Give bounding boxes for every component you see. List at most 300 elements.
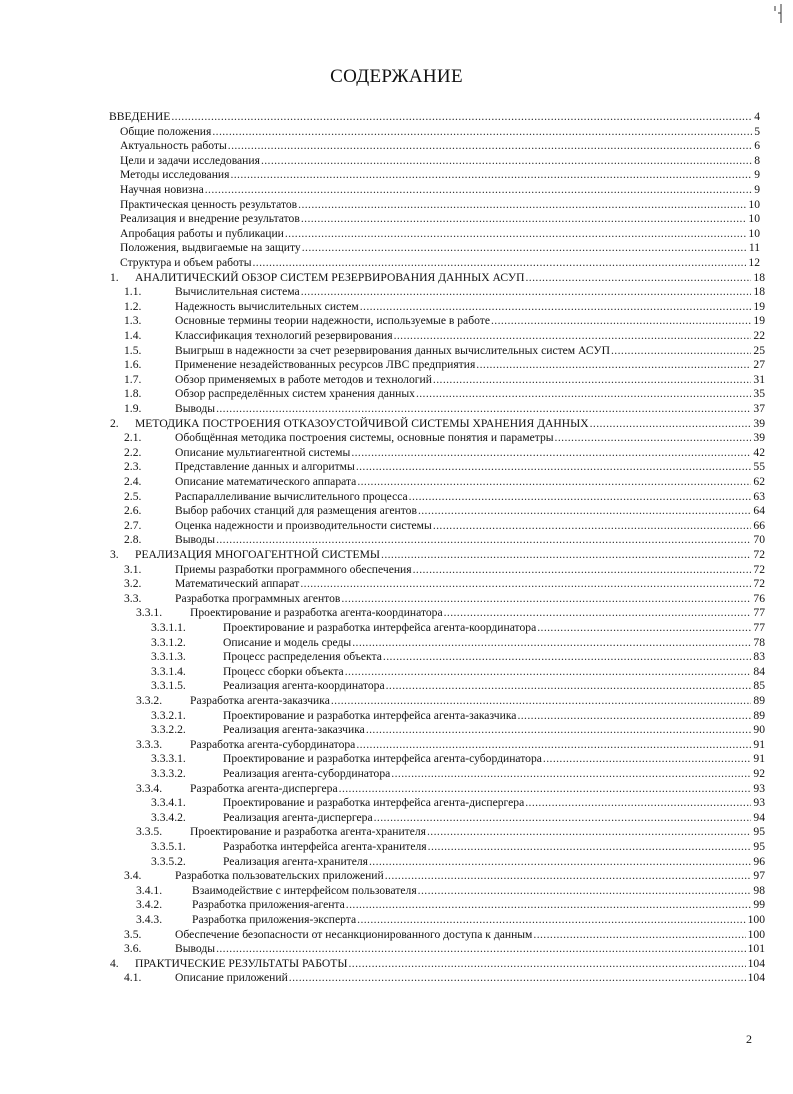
- toc-page-number: 22: [753, 329, 765, 342]
- toc-label: Распараллеливание вычислительного процесса: [175, 489, 408, 503]
- toc-label: Выводы: [175, 942, 216, 956]
- toc-number: 3.3.1.: [136, 606, 163, 620]
- toc-leader-dots: [394, 328, 752, 343]
- toc-number: 3.3.3.1.: [151, 752, 186, 766]
- toc-page-number: 31: [753, 372, 765, 386]
- toc-leader-dots: [386, 678, 752, 693]
- toc-label: АНАЛИТИЧЕСКИЙ ОБЗОР СИСТЕМ РЕЗЕРВИРОВАНИЯ ДАННЫХ АСУП: [135, 270, 525, 284]
- toc-number: 1.2.: [124, 299, 142, 313]
- toc-entry: [120, 197, 760, 212]
- toc-leader-dots: [433, 518, 752, 533]
- toc-page-number: 77: [753, 606, 765, 620]
- toc-number: 1.9.: [124, 402, 142, 415]
- toc-number: 1.6.: [124, 358, 142, 372]
- toc-label: Взаимодействие с интерфейсом пользователя: [192, 883, 417, 897]
- toc-label: Обобщённая методика построения системы, основные понятия и параметры: [175, 431, 554, 445]
- toc-label: Выигрыш в надежности за счет резервирования данных вычислительных систем АСУП: [175, 343, 610, 357]
- toc-row: [0, 489, 793, 504]
- toc-leader-dots: [537, 620, 751, 635]
- toc-row: [0, 138, 793, 153]
- toc-leader-dots: [205, 182, 752, 197]
- toc-label: Проектирование и разработка интерфейса агента-заказчика: [223, 708, 517, 722]
- toc-row: [0, 182, 793, 197]
- toc-number: 3.3.1.2.: [151, 635, 186, 649]
- toc-label: Научная новизна: [120, 183, 204, 196]
- toc-row: [0, 912, 793, 927]
- toc-leader-dots: [444, 605, 752, 620]
- toc-label: Применение незадействованных ресурсов ЛВС предприятия: [175, 358, 476, 372]
- toc-number: 3.1.: [124, 562, 142, 576]
- toc-label: Разработка интерфейса агента-хранителя: [223, 840, 427, 853]
- toc-leader-dots: [611, 343, 751, 358]
- toc-row: [0, 430, 793, 445]
- toc-label: Апробация работы и публикации: [120, 226, 284, 240]
- toc-entry: [175, 532, 765, 547]
- toc-leader-dots: [261, 153, 752, 168]
- toc-page-number: 77: [753, 621, 765, 634]
- toc-page-number: 63: [753, 489, 765, 503]
- toc-label: Основные термины теории надежности, используемые в работе: [175, 314, 490, 328]
- toc-entry: [175, 970, 765, 985]
- toc-entry: [190, 824, 765, 839]
- toc-label: Проектирование и разработка агента-координатора: [190, 606, 443, 620]
- toc-page-number: 18: [753, 270, 765, 284]
- toc-row: [0, 401, 793, 416]
- toc-entry: [223, 649, 765, 664]
- toc-entry: [109, 109, 760, 124]
- toc-leader-dots: [216, 401, 751, 416]
- toc-leader-dots: [590, 416, 752, 431]
- toc-entry: [223, 795, 765, 810]
- toc-leader-dots: [302, 240, 747, 255]
- toc-number: 3.: [110, 548, 119, 561]
- toc-page-number: 95: [753, 825, 765, 839]
- toc-page-number: 99: [753, 898, 765, 912]
- toc-leader-dots: [301, 211, 747, 226]
- toc-row: [0, 854, 793, 869]
- toc-label: РЕАЛИЗАЦИЯ МНОГОАГЕНТНОЙ СИСТЕМЫ: [135, 548, 381, 561]
- toc-row: [0, 708, 793, 723]
- toc-label: Представление данных и алгоритмы: [175, 460, 355, 474]
- toc-row: [0, 474, 793, 489]
- toc-entry: [120, 226, 760, 241]
- toc-entry: [223, 839, 765, 854]
- toc-row: [0, 927, 793, 942]
- toc-number: 1.: [110, 270, 119, 284]
- toc-leader-dots: [230, 167, 752, 182]
- toc-row: [0, 153, 793, 168]
- toc-label: Положения, выдвигаемые на защиту: [120, 241, 301, 255]
- toc-leader-dots: [374, 810, 752, 825]
- toc-row: [0, 197, 793, 212]
- toc-leader-dots: [385, 868, 752, 883]
- toc-row: [0, 386, 793, 401]
- toc-label: Выводы: [175, 533, 216, 547]
- toc-page-number: 9: [754, 183, 760, 196]
- toc-label: Практическая ценность результатов: [120, 197, 298, 211]
- toc-entry: [175, 284, 765, 299]
- toc-page-number: 9: [754, 168, 760, 182]
- toc-label: Реализация агента-координатора: [223, 679, 385, 693]
- toc-label: Приемы разработки программного обеспечения: [175, 562, 412, 576]
- toc-number: 4.: [110, 956, 119, 970]
- toc-row: [0, 562, 793, 577]
- toc-entry: [175, 489, 765, 504]
- toc-label: Классификация технологий резервирования: [175, 329, 393, 342]
- toc-label: Реализация агента-хранителя: [223, 854, 368, 868]
- toc-label: ПРАКТИЧЕСКИЕ РЕЗУЛЬТАТЫ РАБОТЫ: [135, 956, 348, 970]
- toc-page-number: 19: [753, 299, 765, 313]
- toc-leader-dots: [228, 138, 752, 153]
- toc-label: Обзор распределённых систем хранения данных: [175, 387, 415, 401]
- toc-leader-dots: [349, 956, 746, 971]
- toc-leader-dots: [391, 766, 751, 781]
- toc-leader-dots: [356, 737, 751, 752]
- toc-page-number: 85: [753, 679, 765, 693]
- toc-entry: [175, 357, 765, 372]
- toc-number: 3.3.1.1.: [151, 621, 186, 634]
- toc-number: 1.5.: [124, 343, 142, 357]
- toc-leader-dots: [360, 299, 752, 314]
- toc-entry: [175, 445, 765, 460]
- toc-page-number: 89: [753, 708, 765, 722]
- toc-row: [0, 956, 793, 971]
- toc-label: Проектирование и разработка агента-хранителя: [190, 825, 426, 839]
- toc-number: 3.3.1.5.: [151, 679, 186, 693]
- toc-label: Вычислительная система: [175, 285, 300, 299]
- toc-number: 2.3.: [124, 460, 142, 474]
- toc-entry: [223, 810, 765, 825]
- toc-leader-dots: [253, 255, 747, 270]
- toc-row: [0, 503, 793, 518]
- toc-number: 3.3.5.: [136, 825, 163, 839]
- toc-entry: [175, 372, 765, 387]
- toc-leader-dots: [433, 372, 751, 387]
- toc-number: 2.6.: [124, 504, 142, 518]
- toc-entry: [190, 693, 765, 708]
- toc-label: Разработка приложения-агента: [192, 898, 345, 912]
- toc-page-number: 66: [753, 518, 765, 532]
- toc-label: Структура и объем работы: [120, 256, 252, 269]
- toc-row: [0, 357, 793, 372]
- toc-entry: [120, 182, 760, 197]
- toc-page-number: 96: [753, 854, 765, 868]
- toc-label: Процесс сборки объекта: [223, 664, 344, 678]
- toc-leader-dots: [301, 284, 752, 299]
- toc-number: 3.3.4.: [136, 781, 163, 795]
- page-title: СОДЕРЖАНИЕ: [330, 66, 463, 87]
- toc-entry: [135, 547, 765, 562]
- toc-page-number: 101: [747, 942, 765, 956]
- toc-leader-dots: [289, 970, 746, 985]
- toc-entry: [175, 562, 765, 577]
- toc-row: [0, 810, 793, 825]
- toc-leader-dots: [543, 751, 751, 766]
- toc-number: 3.4.: [124, 869, 142, 883]
- toc-number: 3.3.5.1.: [151, 840, 186, 853]
- toc-leader-dots: [418, 883, 752, 898]
- toc-page-number: 39: [753, 431, 765, 445]
- toc-row: [0, 240, 793, 255]
- toc-row: [0, 591, 793, 606]
- toc-entry: [135, 270, 765, 285]
- toc-leader-dots: [383, 649, 752, 664]
- toc-row: [0, 270, 793, 285]
- toc-number: 3.3.2.1.: [151, 708, 186, 722]
- toc-page-number: 10: [748, 197, 760, 211]
- toc-page-number: 72: [753, 562, 765, 576]
- toc-leader-dots: [533, 927, 745, 942]
- toc-label: Разработка программных агентов: [175, 591, 341, 605]
- toc-leader-dots: [285, 226, 747, 241]
- toc-entry: [120, 153, 760, 168]
- toc-label: Цели и задачи исследования: [120, 153, 260, 167]
- toc-label: Описание мультиагентной системы: [175, 445, 351, 459]
- toc-entry: [190, 737, 765, 752]
- toc-row: [0, 284, 793, 299]
- toc-leader-dots: [357, 912, 745, 927]
- page-number: 2: [746, 1032, 752, 1046]
- toc-page-number: 93: [753, 781, 765, 795]
- toc-page-number: 10: [748, 226, 760, 240]
- toc-number: 3.4.1.: [136, 883, 163, 897]
- toc-leader-dots: [345, 664, 752, 679]
- toc-leader-dots: [555, 430, 752, 445]
- toc-page-number: 94: [753, 810, 765, 824]
- toc-page-number: 104: [747, 956, 765, 970]
- toc-leader-dots: [409, 489, 752, 504]
- toc-row: [0, 167, 793, 182]
- toc-leader-dots: [357, 474, 751, 489]
- toc-leader-dots: [418, 503, 751, 518]
- toc-number: 2.2.: [124, 445, 142, 459]
- toc-leader-dots: [413, 562, 752, 577]
- toc-entry: [120, 167, 760, 182]
- toc-page-number: 100: [747, 913, 765, 926]
- toc-row: [0, 328, 793, 343]
- toc-leader-dots: [526, 270, 752, 285]
- toc-number: 2.1.: [124, 431, 142, 445]
- toc-number: 3.3.2.: [136, 694, 163, 707]
- toc-entry: [175, 343, 765, 358]
- toc-row: [0, 751, 793, 766]
- toc-page-number: 93: [753, 796, 765, 810]
- toc-entry: [135, 416, 765, 431]
- toc-label: Проектирование и разработка интерфейса агента-диспергера: [223, 796, 525, 810]
- toc-row: [0, 343, 793, 358]
- toc-entry: [175, 386, 765, 401]
- toc-entry: [120, 124, 760, 139]
- toc-entry: [175, 518, 765, 533]
- toc-entry: [223, 635, 765, 650]
- toc-page-number: 64: [753, 504, 765, 518]
- toc-label: Разработка приложения-эксперта: [192, 913, 357, 926]
- toc-number: 2.5.: [124, 489, 142, 503]
- toc-entry: [175, 927, 765, 942]
- toc-label: Проектирование и разработка интерфейса агента-координатора: [223, 621, 537, 634]
- toc-page-number: 90: [753, 723, 765, 737]
- toc-page-number: 91: [753, 737, 765, 751]
- toc-leader-dots: [331, 693, 752, 708]
- toc-entry: [192, 912, 765, 927]
- toc-number: 3.2.: [124, 577, 142, 591]
- toc-entry: [223, 708, 765, 723]
- toc-page-number: 25: [753, 343, 765, 357]
- toc-row: [0, 620, 793, 635]
- toc-page-number: 12: [748, 256, 760, 269]
- toc-row: [0, 941, 793, 956]
- toc-page-number: 76: [753, 591, 765, 605]
- toc-leader-dots: [346, 897, 752, 912]
- toc-page-number: 70: [753, 533, 765, 547]
- toc-row: [0, 781, 793, 796]
- toc-page-number: 10: [748, 212, 760, 226]
- toc-page-number: 37: [753, 402, 765, 415]
- toc-leader-dots: [216, 532, 751, 547]
- toc-row: [0, 605, 793, 620]
- toc-row: [0, 883, 793, 898]
- toc-number: 1.7.: [124, 372, 142, 386]
- toc-page-number: 97: [753, 869, 765, 883]
- toc-row: [0, 299, 793, 314]
- toc-label: Разработка агента-субординатора: [190, 737, 356, 751]
- toc-label: Разработка пользовательских приложений: [175, 869, 384, 883]
- toc-row: [0, 109, 793, 124]
- toc-page-number: 6: [754, 139, 760, 153]
- toc-page-number: 5: [754, 124, 760, 138]
- toc-number: 3.5.: [124, 927, 142, 941]
- toc-number: 1.4.: [124, 329, 142, 342]
- toc-row: [0, 313, 793, 328]
- toc-row: [0, 211, 793, 226]
- toc-leader-dots: [298, 197, 746, 212]
- toc-row: [0, 649, 793, 664]
- toc-row: [0, 635, 793, 650]
- toc-row: [0, 445, 793, 460]
- toc-label: Описание математического аппарата: [175, 475, 357, 488]
- toc-page-number: 100: [747, 927, 765, 941]
- toc-row: [0, 737, 793, 752]
- toc-entry: [120, 255, 760, 270]
- toc-number: 3.4.3.: [136, 913, 163, 926]
- scan-corner-mark: [771, 2, 791, 24]
- toc-page-number: 35: [753, 387, 765, 401]
- toc-number: 3.4.2.: [136, 898, 163, 912]
- toc-page-number: 92: [753, 767, 765, 780]
- toc-page-number: 27: [753, 358, 765, 372]
- toc-entry: [223, 766, 765, 781]
- toc-entry: [192, 883, 765, 898]
- toc-number: 2.: [110, 416, 119, 430]
- toc-label: Описание приложений: [175, 971, 288, 985]
- toc-row: [0, 693, 793, 708]
- toc-page-number: 84: [753, 664, 765, 678]
- toc-leader-dots: [212, 124, 752, 139]
- toc-leader-dots: [366, 722, 752, 737]
- toc-entry: [175, 313, 765, 328]
- toc-row: [0, 678, 793, 693]
- toc-row: [0, 255, 793, 270]
- toc-leader-dots: [427, 824, 751, 839]
- toc-page-number: 95: [753, 840, 765, 853]
- toc-label: Проектирование и разработка интерфейса агента-субординатора: [223, 752, 542, 766]
- toc-leader-dots: [341, 591, 751, 606]
- toc-row: [0, 532, 793, 547]
- toc-page-number: 55: [753, 460, 765, 474]
- toc-page-number: 104: [747, 971, 765, 985]
- toc-label: Реализация и внедрение результатов: [120, 212, 300, 226]
- toc-leader-dots: [476, 357, 751, 372]
- toc-number: 2.8.: [124, 533, 142, 547]
- toc-leader-dots: [517, 708, 751, 723]
- toc-label: Реализация агента-субординатора: [223, 767, 391, 780]
- toc-leader-dots: [300, 576, 751, 591]
- toc-row: [0, 416, 793, 431]
- toc-entry: [175, 474, 765, 489]
- toc-page-number: 78: [753, 635, 765, 649]
- toc-page-number: 72: [753, 577, 765, 591]
- toc-entry: [223, 664, 765, 679]
- toc-entry: [120, 138, 760, 153]
- toc-page-number: 8: [754, 153, 760, 167]
- toc-label: МЕТОДИКА ПОСТРОЕНИЯ ОТКАЗОУСТОЙЧИВОЙ СИСТЕМЫ ХРАНЕНИЯ ДАННЫХ: [135, 416, 589, 430]
- toc-row: [0, 839, 793, 854]
- toc-label: Математический аппарат: [175, 577, 300, 591]
- toc-page-number: 42: [753, 445, 765, 459]
- toc-label: Оценка надежности и производительности системы: [175, 518, 432, 532]
- toc-label: Актуальность работы: [120, 139, 227, 153]
- toc-row: [0, 795, 793, 810]
- toc-number: 3.3.3.2.: [151, 767, 186, 780]
- toc-label: Реализация агента-заказчика: [223, 723, 365, 737]
- toc-entry: [190, 605, 765, 620]
- toc-page-number: 11: [748, 241, 760, 255]
- toc-entry: [175, 576, 765, 591]
- toc-entry: [175, 868, 765, 883]
- toc-number: 3.3.4.2.: [151, 810, 186, 824]
- toc-leader-dots: [428, 839, 752, 854]
- toc-entry: [223, 678, 765, 693]
- toc-number: 3.6.: [124, 942, 142, 956]
- toc-row: [0, 766, 793, 781]
- toc-entry: [175, 430, 765, 445]
- toc-entry: [175, 941, 765, 956]
- toc-leader-dots: [416, 386, 751, 401]
- toc-label: Обзор применяемых в работе методов и технологий: [175, 372, 432, 386]
- toc-row: [0, 722, 793, 737]
- toc-label: Процесс распределения объекта: [223, 650, 382, 664]
- toc-number: 3.3.: [124, 591, 142, 605]
- toc-label: Реализация агента-диспергера: [223, 810, 373, 824]
- toc-number: 3.3.4.1.: [151, 796, 186, 810]
- toc-row: [0, 547, 793, 562]
- toc-row: [0, 868, 793, 883]
- toc-leader-dots: [339, 781, 752, 796]
- toc-leader-dots: [356, 459, 752, 474]
- toc-entry: [192, 897, 765, 912]
- toc-number: 1.1.: [124, 285, 142, 299]
- toc-label: Общие положения: [120, 124, 212, 138]
- toc-page-number: 83: [753, 650, 765, 664]
- toc-row: [0, 576, 793, 591]
- toc-label: Описание и модель среды: [223, 635, 352, 649]
- toc-leader-dots: [525, 795, 751, 810]
- toc-row: [0, 824, 793, 839]
- toc-entry: [223, 722, 765, 737]
- toc-leader-dots: [216, 941, 746, 956]
- toc-entry: [135, 956, 765, 971]
- toc-page-number: 4: [754, 110, 760, 123]
